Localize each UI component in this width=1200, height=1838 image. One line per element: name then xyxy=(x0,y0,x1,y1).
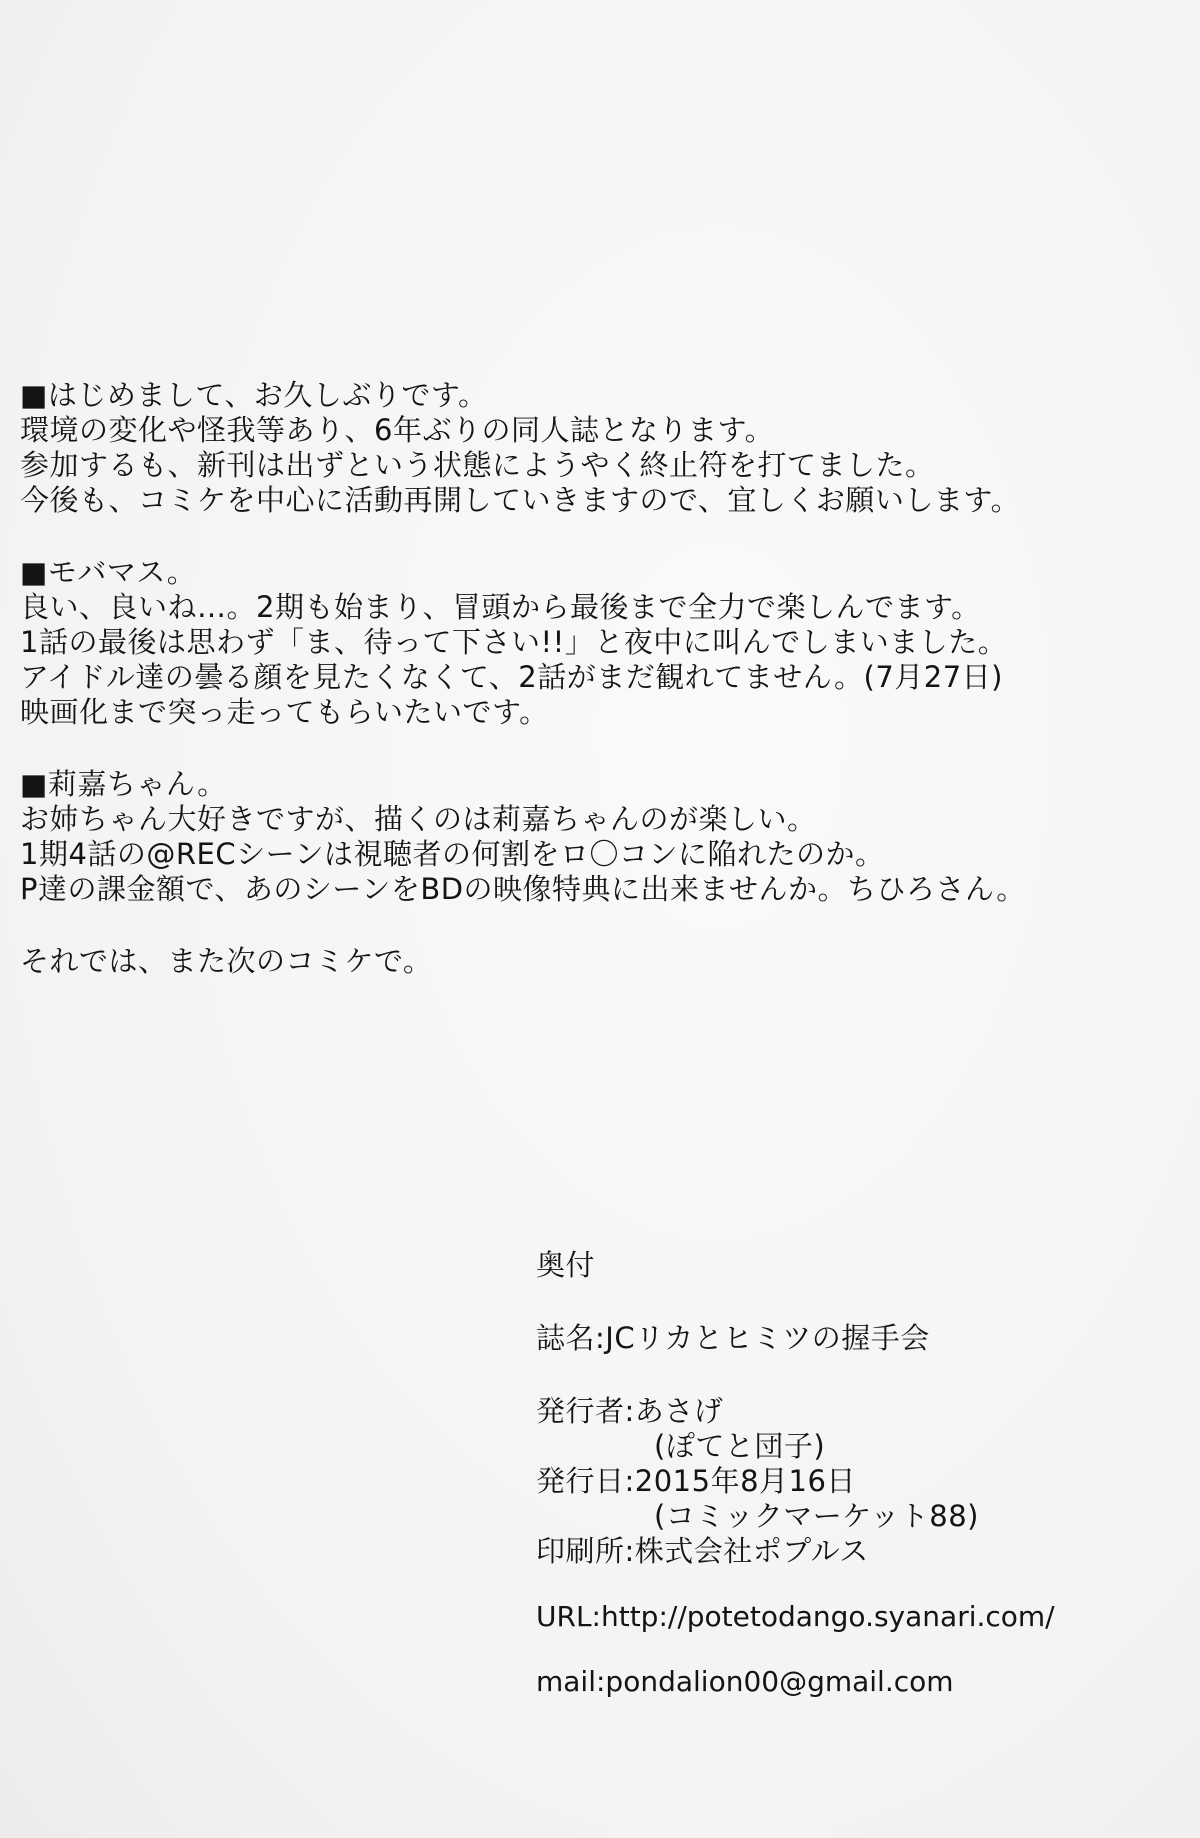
spacer xyxy=(536,1634,1176,1664)
afterword-section-greeting xyxy=(20,378,1180,518)
text-line: 参加するも、新刊は出ずという状態にようやく終止符を打てました。 xyxy=(20,448,935,482)
text-line: ■モバマス。 xyxy=(20,555,197,589)
text-line: ■莉嘉ちゃん。 xyxy=(20,767,227,801)
colophon-url: URL:http://potetodango.syanari.com/ xyxy=(536,1600,1055,1633)
colophon-event: (コミックマーケット88) xyxy=(654,1499,979,1533)
afterword-section-rika xyxy=(20,767,1180,907)
afterword-section-closing xyxy=(20,944,1180,979)
text-line: 環境の変化や怪我等あり、6年ぶりの同人誌となります。 xyxy=(20,413,775,447)
colophon xyxy=(536,1248,1176,1699)
colophon-title: 誌名:JCリカとヒミツの握手会 xyxy=(536,1321,930,1355)
text-line: 今後も、コミケを中心に活動再開していきますので、宜しくお願いします。 xyxy=(20,483,1021,517)
text-line: 良い、良いね…。2期も始まり、冒頭から最後まで全力で楽しんでます。 xyxy=(20,590,981,624)
spacer xyxy=(536,1569,1176,1599)
text-line: アイドル達の曇る顔を見たくなくて、2話がまだ観れてません。(7月27日) xyxy=(20,660,1003,694)
text-line: 1話の最後は思わず「ま、待って下さい!!」と夜中に叫んでしまいました。 xyxy=(20,625,1008,659)
colophon-heading: 奥付 xyxy=(536,1248,596,1282)
text-line: それでは、また次のコミケで。 xyxy=(20,944,433,978)
spacer xyxy=(536,1356,1176,1394)
colophon-publisher: 発行者:あさげ xyxy=(536,1394,724,1428)
text-line: ■はじめまして、お久しぶりです。 xyxy=(20,378,488,412)
colophon-mail: mail:pondalion00@gmail.com xyxy=(536,1665,954,1698)
text-line: P達の課金額で、あのシーンをBDの映像特典に出来ませんか。ちひろさん。 xyxy=(20,872,1026,906)
afterword xyxy=(20,378,1180,1016)
text-line: 1期4話の@RECシーンは視聴者の何割をロ〇コンに陥れたのか。 xyxy=(20,837,885,871)
colophon-date: 発行日:2015年8月16日 xyxy=(536,1464,856,1498)
afterword-section-mobamasu xyxy=(20,555,1180,730)
spacer xyxy=(536,1283,1176,1321)
text-line: 映画化まで突っ走ってもらいたいです。 xyxy=(20,695,549,729)
colophon-printer: 印刷所:株式会社ポプルス xyxy=(536,1534,869,1568)
text-line: お姉ちゃん大好きですが、描くのは莉嘉ちゃんのが楽しい。 xyxy=(20,802,817,836)
colophon-circle: (ぽてと団子) xyxy=(654,1429,826,1463)
